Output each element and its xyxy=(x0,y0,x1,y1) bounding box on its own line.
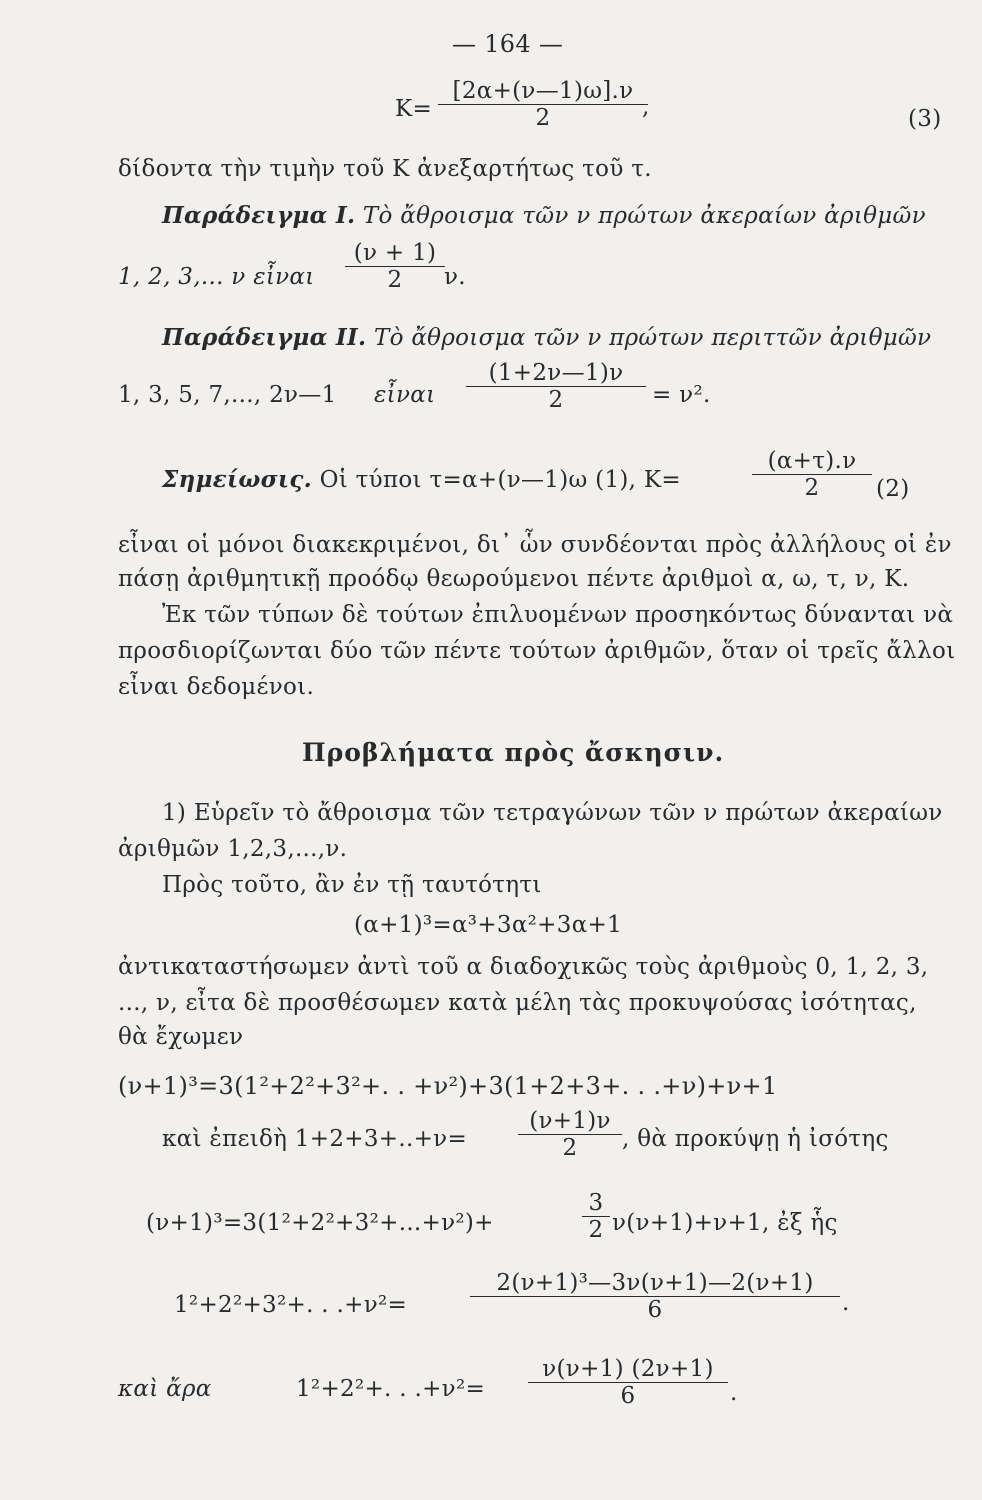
eq3b-fraction xyxy=(470,1270,840,1323)
remark-line3: Ἐκ τῶν τύπων δὲ τούτων ἐπιλυομένων προσηκόντως δύνανται νὰ xyxy=(162,602,954,628)
remark-denominator: 2 xyxy=(804,475,820,501)
remark-line5: εἶναι δεδομένοι. xyxy=(118,674,315,700)
eq4-pre: 1²+2²+. . .+ν²= xyxy=(296,1376,486,1402)
eq4-numerator: ν(ν+1) (2ν+1) xyxy=(542,1356,714,1382)
example2-line xyxy=(162,324,931,351)
example1-label: Παράδειγμα I. xyxy=(162,202,356,229)
remark-tag: (2) xyxy=(876,476,910,502)
example2-label: Παράδειγμα II. xyxy=(162,324,367,351)
since-pre: καὶ ἐπειδὴ 1+2+3+..+ν= xyxy=(162,1126,468,1152)
example2-tail: = ν². xyxy=(652,382,711,408)
remark-text: Οἱ τύποι τ=α+(ν—1)ω (1), K= xyxy=(319,467,681,493)
since-fraction xyxy=(518,1108,622,1161)
eq3-lhs: K= xyxy=(395,96,433,122)
eq3b-pre: 1²+2²+3²+. . .+ν²= xyxy=(174,1292,408,1318)
example2-denominator: 2 xyxy=(548,387,564,413)
eq4-fraction xyxy=(528,1356,728,1409)
eq2-numerator: 3 xyxy=(588,1190,604,1216)
page-number: — 164 — xyxy=(452,30,564,58)
problem1-line1: 1) Εὑρεῖν τὸ ἄθροισμα τῶν τετραγώνων τῶν ν πρώτων ἀκεραίων xyxy=(162,800,943,826)
example1-numerator: (ν + 1) xyxy=(353,240,437,266)
problem1-line2: ἀριθμῶν 1,2,3,...,ν. xyxy=(118,836,348,862)
eq3-denominator: 2 xyxy=(535,105,551,131)
section-heading: Προβλήματα πρὸς ἄσκησιν. xyxy=(302,738,725,767)
remark-line1: εἶναι οἱ μόνοι διακεκριμένοι, δι᾽ ὧν συνδέονται πρὸς ἀλλήλους οἱ ἐν xyxy=(118,532,952,558)
example1-text: Τὸ ἄθροισμα τῶν ν πρώτων ἀκεραίων ἀριθμῶν xyxy=(362,203,926,229)
remark-fraction xyxy=(752,448,872,501)
eq2-denominator: 2 xyxy=(588,1217,604,1243)
eq3b-post: . xyxy=(842,1290,850,1316)
eq2-fraction xyxy=(582,1190,610,1243)
problem1-line4: ἀντικαταστήσωμεν ἀντὶ τοῦ α διαδοχικῶς τοὺς ἀριθμοὺς 0, 1, 2, 3, xyxy=(118,954,929,980)
example2-einai: εἶναι xyxy=(374,382,436,408)
eq4-denominator: 6 xyxy=(620,1383,636,1409)
example2-text: Τὸ ἄθροισμα τῶν ν πρώτων περιττῶν ἀριθμῶν xyxy=(373,325,932,351)
eq3b-numerator: 2(ν+1)³—3ν(ν+1)—2(ν+1) xyxy=(496,1270,814,1296)
eq2-pre: (ν+1)³=3(1²+2²+3²+...+ν²)+ xyxy=(146,1210,494,1236)
eq3-numerator: [2α+(ν—1)ω].ν xyxy=(452,78,634,104)
example1-fraction xyxy=(345,240,445,293)
since-numerator: (ν+1)ν xyxy=(529,1108,611,1134)
text-line: δίδοντα τὴν τιμὴν τοῦ K ἀνεξαρτήτως τοῦ τ. xyxy=(118,156,652,182)
example1-seq: 1, 2, 3,... ν εἶναι xyxy=(118,264,315,290)
example1-denominator: 2 xyxy=(387,267,403,293)
eq3-tag: (3) xyxy=(908,106,942,132)
example2-numerator: (1+2ν—1)ν xyxy=(488,360,624,386)
example2-seq: 1, 3, 5, 7,..., 2ν—1 xyxy=(118,382,337,408)
eq3-fraction xyxy=(438,78,648,131)
identity-equation: (α+1)³=α³+3α²+3α+1 xyxy=(354,912,623,938)
remark-numerator: (α+τ).ν xyxy=(767,448,857,474)
remark-label: Σημείωσις. xyxy=(162,466,312,493)
eq4-post: . xyxy=(730,1380,738,1406)
problem1-line3: Πρὸς τοῦτο, ἂν ἐν τῇ ταυτότητι xyxy=(162,872,542,898)
remark-line2: πάσῃ ἀριθμητικῇ προόδῳ θεωρούμενοι πέντε ἀριθμοὶ α, ω, τ, ν, K. xyxy=(118,566,910,592)
remark-line xyxy=(162,466,681,493)
sum-equation: (ν+1)³=3(1²+2²+3²+. . +ν²)+3(1+2+3+. . .+ν)+ν+1 xyxy=(118,1072,778,1100)
example1-tail: ν. xyxy=(444,264,466,290)
eq2-post: ν(ν+1)+ν+1, ἐξ ἧς xyxy=(612,1210,838,1236)
remark-line4: προσδιορίζωνται δύο τῶν πέντε τούτων ἀριθμῶν, ὅταν οἱ τρεῖς ἄλλοι xyxy=(118,638,956,664)
kai-ara: καὶ ἄρα xyxy=(118,1376,212,1402)
example2-fraction xyxy=(466,360,646,413)
since-post: , θὰ προκύψῃ ἡ ἰσότης xyxy=(622,1126,889,1152)
since-denominator: 2 xyxy=(562,1135,578,1161)
problem1-line5: ..., ν, εἶτα δὲ προσθέσωμεν κατὰ μέλη τὰς προκυψούσας ἰσότητας, xyxy=(118,990,917,1016)
eq3b-denominator: 6 xyxy=(647,1297,663,1323)
example1-line xyxy=(162,202,926,229)
problem1-line6: θὰ ἔχωμεν xyxy=(118,1024,244,1050)
eq3-comma: , xyxy=(642,94,650,120)
